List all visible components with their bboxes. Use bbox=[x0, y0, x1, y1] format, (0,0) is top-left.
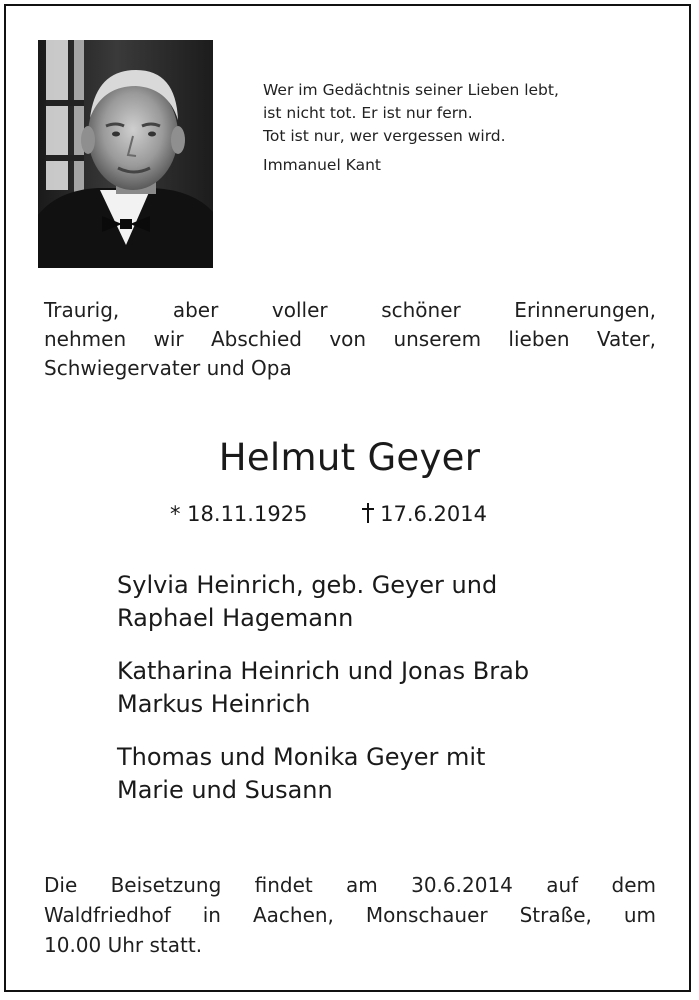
funeral-line: Die Beisetzung findet am 30.6.2014 auf dem bbox=[44, 873, 656, 897]
quote-line: ist nicht tot. Er ist nur fern. bbox=[263, 104, 473, 122]
family-line: Markus Heinrich bbox=[117, 690, 311, 718]
family-line: Marie und Susann bbox=[117, 776, 333, 804]
birth-date: * 18.11.1925 bbox=[170, 502, 308, 526]
family-line: Katharina Heinrich und Jonas Brab bbox=[117, 657, 530, 685]
intro-line: nehmen wir Abschied von unserem lieben Vater, bbox=[44, 327, 656, 351]
intro-text bbox=[44, 296, 656, 383]
family-group bbox=[117, 741, 529, 807]
cross-icon bbox=[362, 503, 374, 523]
funeral-line: Waldfriedhof in Aachen, Monschauer Straße, um bbox=[44, 903, 656, 927]
life-dates bbox=[170, 502, 487, 526]
family-group bbox=[117, 569, 529, 635]
deceased-name: Helmut Geyer bbox=[218, 436, 481, 479]
family-group bbox=[117, 655, 529, 721]
quote-block bbox=[263, 79, 559, 177]
quote-author: Immanuel Kant bbox=[263, 156, 381, 174]
quote-line: Tot ist nur, wer vergessen wird. bbox=[263, 127, 506, 145]
quote-line: Wer im Gedächtnis seiner Lieben lebt, bbox=[263, 81, 559, 99]
intro-line: Traurig, aber voller schöner Erinnerungen, bbox=[44, 298, 656, 322]
intro-line: Schwiegervater und Opa bbox=[44, 356, 292, 380]
funeral-notice bbox=[44, 870, 656, 960]
family-list bbox=[117, 569, 529, 827]
portrait-photo bbox=[38, 40, 213, 268]
funeral-line: 10.00 Uhr statt. bbox=[44, 933, 203, 957]
family-line: Raphael Hagemann bbox=[117, 604, 354, 632]
family-line: Sylvia Heinrich, geb. Geyer und bbox=[117, 571, 498, 599]
family-line: Thomas und Monika Geyer mit bbox=[117, 743, 486, 771]
death-date: 17.6.2014 bbox=[380, 502, 487, 526]
